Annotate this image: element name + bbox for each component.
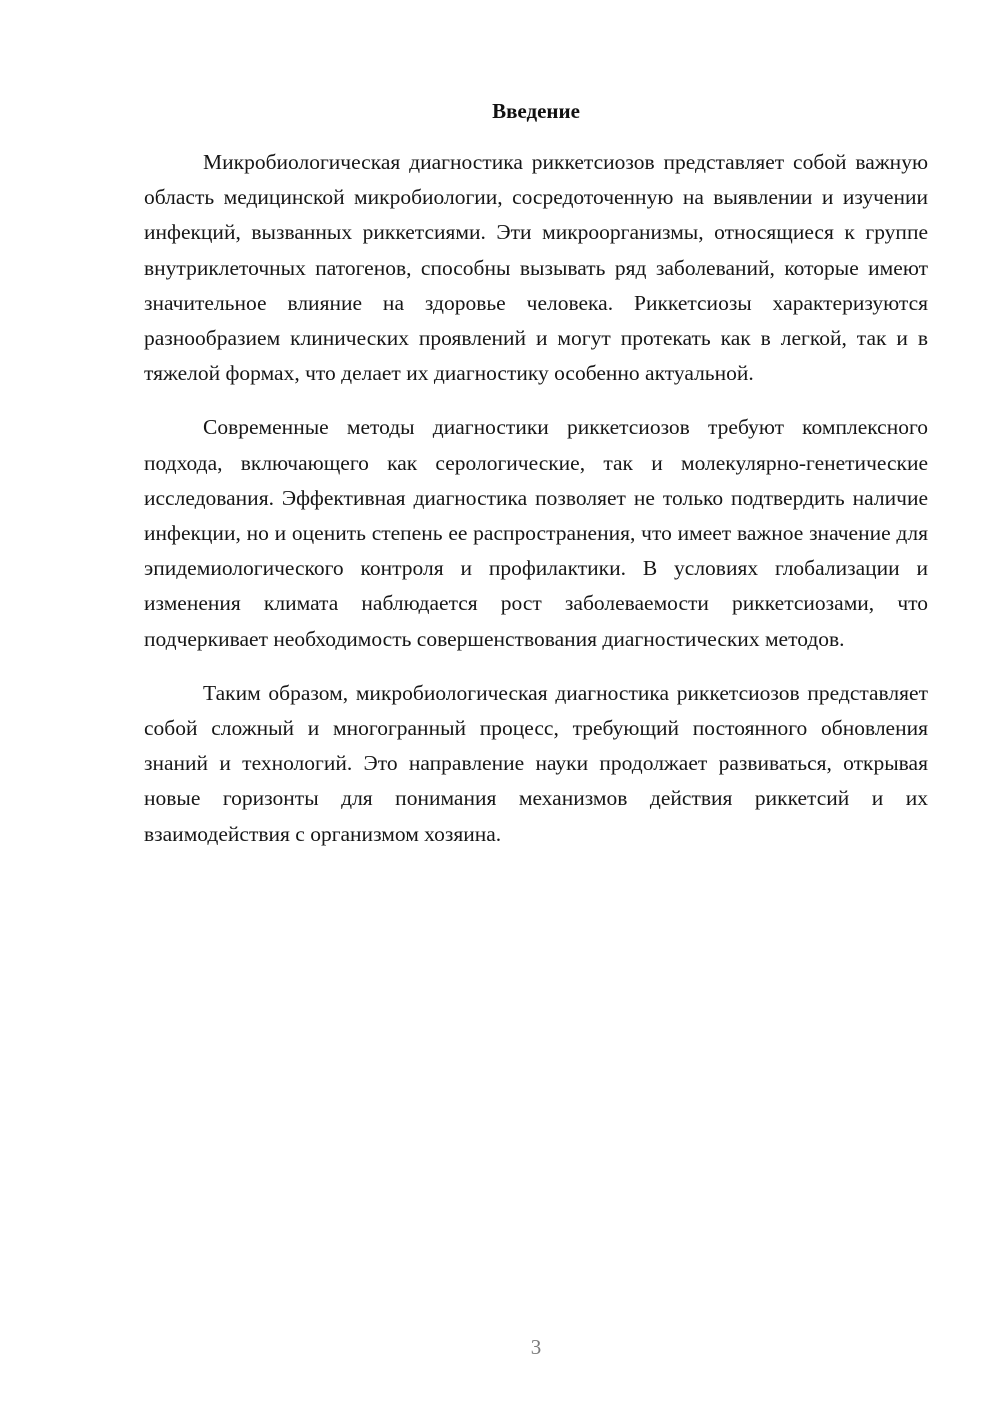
section-heading: Введение [492, 99, 580, 123]
paragraph-1: Микробиологическая диагностика риккетсиозов представляет собой важную область медицинской микробиологии, сосредоточенную на выявлении и изучении инфекций, вызванных риккетсиями. Эти микроорганизмы, относящиеся к группе внутриклеточных патогенов, способны вызывать ряд заболеваний, которые имеют значительное влияние на здоровье человека. Риккетсиозы характеризуются разнообразием клинических проявлений и могут протекать как в легкой, так и в тяжелой формах, что делает их диагностику особенно актуальной. [144, 150, 928, 386]
paragraph-2: Современные методы диагностики риккетсиозов требуют комплексного подхода, включающего как серологические, так и молекулярно-генетические исследования. Эффективная диагностика позволяет не только подтвердить наличие инфекции, но и оценить степень ее распространения, что имеет важное значение для эпидемиологического контроля и профилактики. В условиях глобализации и изменения климата наблюдается рост заболеваемости риккетсиозами, что подчеркивает необходимость совершенствования диагностических методов. [144, 415, 928, 651]
page-body [144, 96, 928, 871]
page-number: 3 [530, 1335, 542, 1359]
paragraph-3: Таким образом, микробиологическая диагностика риккетсиозов представляет собой сложный и многогранный процесс, требующий постоянного обновления знаний и технологий. Это направление науки продолжает развиваться, открывая новые горизонты для понимания механизмов действия риккетсий и их взаимодействия с организмом хозяина. [144, 680, 928, 846]
